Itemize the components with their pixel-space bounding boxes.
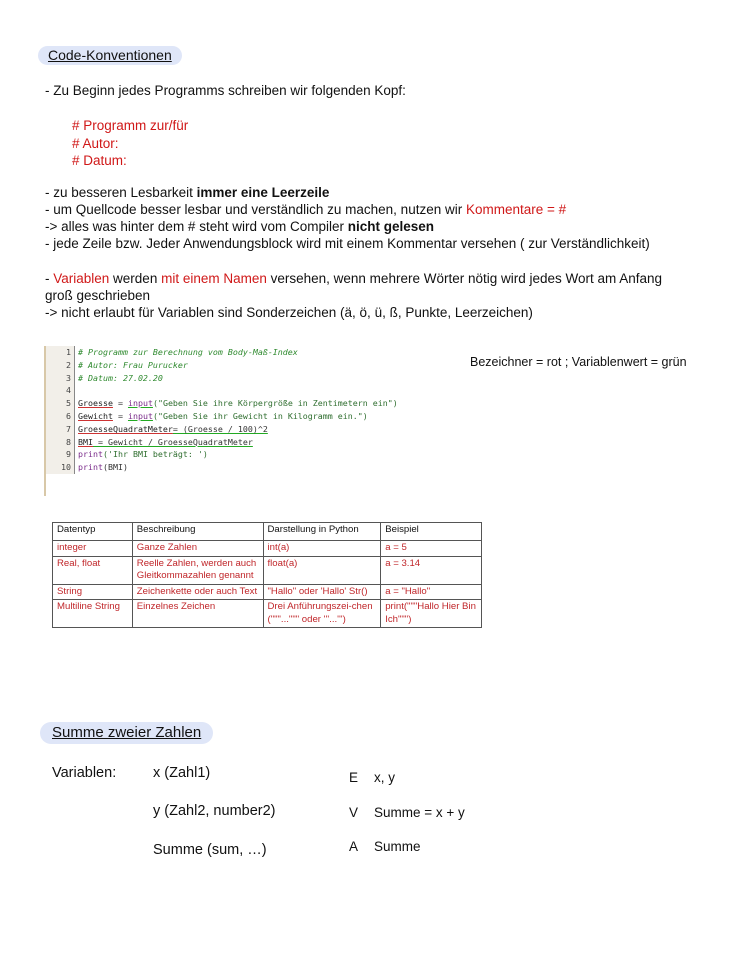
- table-cell: a = "Hallo": [381, 584, 482, 600]
- table-cell: print("""Hallo Hier Bin Ich"""): [381, 600, 482, 628]
- table-cell: Multiline String: [53, 600, 133, 628]
- table-cell: integer: [53, 541, 133, 557]
- table-cell: a = 3.14: [381, 556, 482, 584]
- eva-e-key: E: [349, 770, 359, 785]
- sum-variables-label: Variablen:: [52, 765, 117, 781]
- variables-rules: [45, 270, 662, 321]
- eva-v-value: Summe = x + y: [374, 805, 465, 820]
- table-row: [53, 541, 482, 557]
- variables-line: -> nicht erlaubt für Variablen sind Sonderzeichen (ä, ö, ü, ß, Punkte, Leerzeichen): [45, 305, 533, 320]
- table-cell: "Hallo" oder 'Hallo' Str(): [263, 584, 381, 600]
- rules-list: [45, 184, 650, 252]
- sum-variable-summe: Summe (sum, …): [153, 842, 267, 858]
- header-line: # Autor:: [72, 135, 119, 151]
- section-heading-code-conventions: Code-Konventionen: [38, 47, 182, 63]
- table-header-row: [53, 523, 482, 541]
- section-heading-sum: Summe zweier Zahlen: [40, 724, 213, 741]
- code-block: [44, 346, 446, 496]
- table-row: [53, 600, 482, 628]
- table-header-cell: Beispiel: [381, 523, 482, 541]
- eva-v-key: V: [349, 805, 359, 820]
- code-line: 7 GroesseQuadratMeter= (Groesse / 100)^2: [46, 423, 446, 436]
- code-line: 2 # Autor: Frau Purucker: [46, 359, 446, 372]
- datatype-table: [52, 522, 482, 628]
- table-cell: Real, float: [53, 556, 133, 584]
- table-cell: Reelle Zahlen, werden auch Gleitkommazahlen genannt: [132, 556, 263, 584]
- eva-a-value: Summe: [374, 839, 421, 854]
- table-row: [53, 556, 482, 584]
- code-line: 9 print('Ihr BMI beträgt: '): [46, 448, 446, 461]
- table-row: [53, 584, 482, 600]
- rule-line: - zu besseren Lesbarkeit immer eine Leerzeile: [45, 185, 330, 200]
- rule-line: - jede Zeile bzw. Jeder Anwendungsblock wird mit einem Kommentar versehen ( zur Verständlichkeit): [45, 236, 650, 251]
- rule-line: -> alles was hinter dem # steht wird vom Compiler nicht gelesen: [45, 219, 435, 234]
- code-line: 4: [46, 384, 446, 397]
- table-cell: a = 5: [381, 541, 482, 557]
- sum-variable-x: x (Zahl1): [153, 765, 211, 781]
- eva-e-value: x, y: [374, 770, 396, 785]
- code-legend-note: Bezeichner = rot ; Variablenwert = grün: [470, 355, 687, 369]
- code-line: 10 print(BMI): [46, 461, 446, 474]
- eva-a-key: A: [349, 839, 359, 854]
- rule-line: - um Quellcode besser lesbar und verständlich zu machen, nutzen wir Kommentare = #: [45, 202, 567, 217]
- table-cell: Einzelnes Zeichen: [132, 600, 263, 628]
- code-line: 3 # Datum: 27.02.20: [46, 372, 446, 385]
- header-line: # Programm zur/für: [72, 118, 189, 133]
- header-template: [72, 117, 188, 170]
- table-cell: float(a): [263, 556, 381, 584]
- table-cell: Drei Anführungszei-chen ("""...""" oder '''...'''): [263, 600, 381, 628]
- code-line: 8 BMI = Gewicht / GroesseQuadratMeter: [46, 436, 446, 449]
- code-line: 5 Groesse = input("Geben Sie ihre Körpergröße in Zentimetern ein"): [46, 397, 446, 410]
- table-header-cell: Beschreibung: [132, 523, 263, 541]
- table-cell: int(a): [263, 541, 381, 557]
- table-cell: Ganze Zahlen: [132, 541, 263, 557]
- table-header-cell: Datentyp: [53, 523, 133, 541]
- variables-line: groß geschrieben: [45, 288, 151, 303]
- variables-line: - Variablen werden mit einem Namen versehen, wenn mehrere Wörter nötig wird jedes Wort am Anfang: [45, 271, 663, 286]
- intro-text: - Zu Beginn jedes Programms schreiben wir folgenden Kopf:: [45, 83, 406, 98]
- table-header-cell: Darstellung in Python: [263, 523, 381, 541]
- table-cell: String: [53, 584, 133, 600]
- code-line: 1 # Programm zur Berechnung vom Body-Maß-Index: [46, 346, 446, 359]
- code-line: 6 Gewicht = input("Geben Sie ihr Gewicht in Kilogramm ein."): [46, 410, 446, 423]
- header-line: # Datum:: [72, 153, 127, 168]
- sum-variable-y: y (Zahl2, number2): [153, 803, 276, 819]
- table-cell: Zeichenkette oder auch Text: [132, 584, 263, 600]
